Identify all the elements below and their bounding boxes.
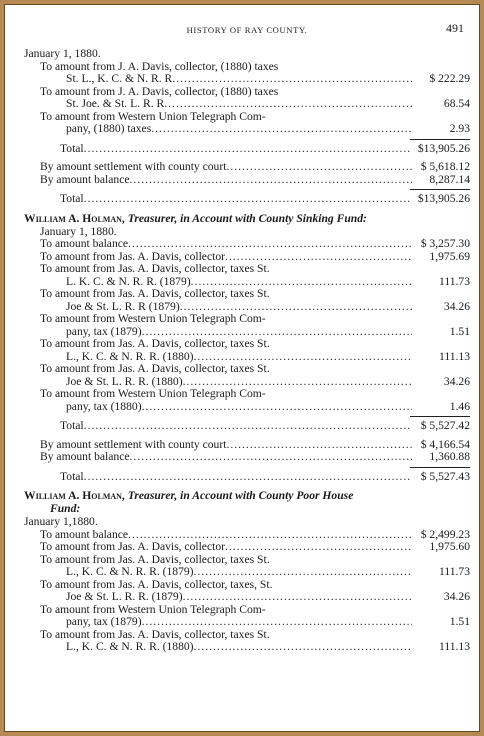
entry-line (40, 123, 470, 136)
entry-line (40, 238, 470, 251)
dot-leader (128, 238, 412, 251)
treasurer-name: William A. Holman, (24, 211, 125, 225)
dot-leader (183, 591, 412, 604)
entry-line (40, 541, 470, 554)
sum-rule (410, 467, 470, 468)
dot-leader (142, 616, 412, 629)
entry-line: To amount from Jas. A. Davis, collector, taxes, St. (40, 577, 273, 591)
dot-leader (151, 123, 412, 136)
entry-amount: 34.26 (443, 591, 470, 603)
dot-leader (194, 641, 412, 654)
entry-amount: 1,975.69 (429, 250, 470, 263)
book-page (24, 22, 470, 654)
entry-amount: 111.13 (438, 350, 470, 363)
balance-row: By amount balance ..... 8,287.14 (24, 174, 470, 187)
settlement-row: By amount settlement with county court ..... $ 5,618.12 (24, 161, 470, 174)
entry-amount: 111.73 (438, 566, 470, 578)
entry-line: To amount from Jas. A. Davis, collector, taxes St. (40, 362, 270, 375)
entry-text: To amount balance (40, 528, 129, 541)
ledger-entry (24, 313, 470, 338)
entry-amount: 1,975.60 (429, 541, 470, 553)
entry-amount: $ 222.29 (429, 73, 470, 85)
dot-leader (142, 401, 412, 414)
ledger-entry (24, 388, 470, 413)
entry-line: To amount from Jas. A. Davis, collector, taxes St. (40, 552, 270, 566)
entry-line (40, 591, 470, 604)
sum-rule (410, 416, 470, 417)
entry-line (40, 641, 470, 654)
entry-amount: 2.93 (449, 123, 470, 135)
section-3 (24, 489, 470, 654)
entry-text: L., K. C. & N. R. R. (1879) (66, 566, 194, 578)
entry-text: L., K. C. & N. R. R. (1880) (66, 350, 194, 363)
entry-amount: 1.51 (449, 325, 470, 338)
ledger-entry (24, 111, 470, 136)
section-1 (24, 48, 470, 206)
entry-amount: 1.46 (449, 400, 470, 413)
entry-amount: 111.73 (438, 275, 470, 288)
entry-text: To amount balance (40, 238, 129, 250)
entry-amount: 1.51 (449, 616, 470, 628)
page-number: 491 (446, 21, 464, 35)
entry-text: St. L., K. C. & N. R. R (66, 73, 173, 85)
entry-text: pany, tax (1879) (66, 616, 142, 628)
ledger-entry (24, 541, 470, 554)
entry-line (40, 73, 470, 86)
entry-text: L., K. C. & N. R. R. (1880) (66, 641, 194, 653)
entry-amount: 68.54 (443, 98, 470, 110)
section-date: January 1,1880. (24, 515, 98, 528)
entry-text: pany, tax (1879) (66, 325, 142, 338)
ledger-entry (24, 363, 470, 388)
ledger-entry (24, 86, 470, 111)
dot-leader (194, 566, 412, 579)
entry-line: To amount from Western Union Telegraph Com- (40, 312, 266, 325)
ledger-entry (24, 579, 470, 604)
ledger-entry (24, 263, 470, 288)
entry-amount: $ 2,499.23 (420, 528, 470, 541)
entry-line: To amount from Jas. A. Davis, collector, taxes St. (40, 627, 270, 641)
dot-leader (172, 73, 412, 86)
entry-text: L. K. C. & N. R. R. (1879) (66, 275, 191, 288)
entry-text: To amount from Jas. A. Davis, collector (40, 250, 225, 263)
total-row: Total ..... $13,905.26 (24, 193, 470, 206)
ledger-entries (24, 529, 470, 654)
ledger-entry (24, 629, 470, 654)
entry-amount: 111.13 (438, 641, 470, 653)
ledger-entry (24, 61, 470, 86)
entry-line: To amount from Western Union Telegraph Com- (40, 109, 266, 123)
entry-line (40, 566, 470, 579)
dot-leader (225, 541, 412, 554)
entry-text: To amount from Jas. A. Davis, collector (40, 541, 225, 553)
entry-line: To amount from Western Union Telegraph Com- (40, 602, 266, 616)
balance-row: By amount balance ..... 1,360.88 (24, 451, 470, 464)
ledger-entries (24, 61, 470, 136)
total-row: Total ..... $13,905.26 (24, 143, 470, 156)
treasurer-name: William A. Holman, (24, 489, 125, 502)
ledger-entries (24, 238, 470, 413)
page-header (24, 22, 470, 36)
entry-line: To amount from Jas. A. Davis, collector, taxes St. (40, 287, 270, 300)
dot-leader (164, 98, 412, 111)
entry-amount: 34.26 (443, 300, 470, 313)
total-row: Total ..... $ 5,527.42 (24, 420, 470, 433)
settlement-row: By amount settlement with county court ..... $ 4,166.54 (24, 439, 470, 452)
ledger-entry (24, 529, 470, 542)
section-2 (24, 212, 470, 484)
dot-leader (128, 529, 412, 542)
entry-amount: 34.26 (443, 375, 470, 388)
entry-text: Joe & St. L. R. R (1879) (66, 300, 180, 313)
total-row: Total ..... $ 5,527.43 (24, 471, 470, 484)
entry-text: pany, (1880) taxes (66, 123, 152, 135)
sum-rule (410, 139, 470, 140)
account-title: Treasurer, in Account with County Sinking Fund: (127, 211, 367, 225)
entry-line (40, 529, 470, 542)
account-title: Treasurer, in Account with County Poor House (127, 489, 354, 502)
running-head: HISTORY OF RAY COUNTY. (186, 25, 308, 35)
sum-rule (410, 189, 470, 190)
ledger-entry (24, 554, 470, 579)
ledger-entry (24, 338, 470, 363)
ledger-entry (24, 288, 470, 313)
account-heading (24, 212, 470, 225)
entry-line: To amount from J. A. Davis, collector, (1880) taxes (40, 84, 279, 98)
ledger-entry (24, 238, 470, 251)
entry-amount: $ 3,257.30 (420, 238, 470, 250)
entry-text: Joe & St. L. R. R. (1879) (66, 591, 183, 603)
entry-text: pany, tax (1880) (66, 400, 142, 413)
entry-line (40, 98, 470, 111)
section-date: January 1, 1880. (24, 47, 101, 60)
entry-line: To amount from Jas. A. Davis, collector, taxes St. (40, 262, 270, 275)
entry-line: To amount from Jas. A. Davis, collector, taxes St. (40, 337, 270, 350)
total-amount: $13,905.26 (417, 142, 470, 155)
section-date: January 1, 1880. (40, 224, 117, 238)
entry-line (40, 616, 470, 629)
account-title-cont: Fund: (50, 502, 81, 515)
ledger-entry (24, 604, 470, 629)
entry-text: Joe & St. L. R. R. (1880) (66, 375, 183, 388)
entry-line: To amount from Western Union Telegraph Com- (40, 387, 266, 400)
entry-text: St. Joe. & St. L. R. R (66, 98, 165, 110)
entry-line (40, 401, 470, 414)
account-heading (24, 489, 470, 515)
entry-line: To amount from J. A. Davis, collector, (1880) taxes (40, 59, 279, 73)
